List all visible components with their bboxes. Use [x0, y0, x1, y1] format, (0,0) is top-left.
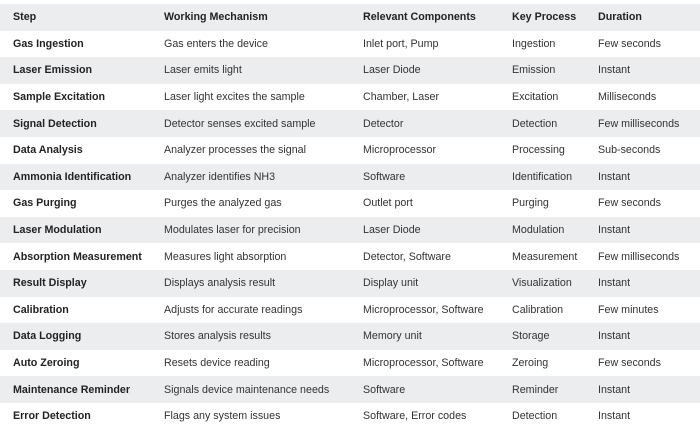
- table-row: [0, 376, 700, 403]
- step-cell: Gas Ingestion: [13, 37, 84, 50]
- table-cell: Few seconds: [598, 357, 661, 370]
- table-cell: Few minutes: [598, 303, 659, 316]
- table-cell: Instant: [598, 224, 631, 237]
- table-cell: Visualization: [512, 277, 572, 290]
- step-cell: Maintenance Reminder: [13, 383, 130, 396]
- table-cell: Software: [363, 170, 406, 183]
- table-cell: Detector senses excited sample: [164, 117, 316, 130]
- table-cell: Inlet port, Pump: [363, 37, 439, 50]
- table-cell: Ingestion: [512, 37, 556, 50]
- table-row: [0, 403, 700, 430]
- table-cell: Detection: [512, 117, 558, 130]
- table-cell: Laser Diode: [363, 64, 421, 77]
- table-cell: Stores analysis results: [164, 330, 271, 343]
- table-row: [0, 350, 700, 377]
- column-header: Key Process: [512, 11, 577, 24]
- table-cell: Zeroing: [512, 357, 549, 370]
- table-cell: Identification: [512, 170, 573, 183]
- table-cell: Microprocessor: [363, 144, 437, 157]
- table-cell: Signals device maintenance needs: [164, 383, 330, 396]
- table-cell: Few seconds: [598, 197, 661, 210]
- table-row: [0, 270, 700, 297]
- table-cell: Outlet port: [363, 197, 413, 210]
- table-cell: Excitation: [512, 91, 559, 104]
- table-row: [0, 217, 700, 244]
- table-cell: Laser emits light: [164, 64, 242, 77]
- table-cell: Flags any system issues: [164, 410, 281, 423]
- table-cell: Few milliseconds: [598, 250, 680, 263]
- step-cell: Sample Excitation: [13, 91, 106, 104]
- table-row: [0, 164, 700, 191]
- table-cell: Software, Error codes: [363, 410, 467, 423]
- step-cell: Gas Purging: [13, 197, 77, 210]
- table-cell: Few milliseconds: [598, 117, 680, 130]
- step-cell: Laser Emission: [13, 64, 93, 77]
- table-cell: Memory unit: [363, 330, 422, 343]
- table-cell: Software: [363, 383, 406, 396]
- table-cell: Laser light excites the sample: [164, 91, 305, 104]
- table-cell: Modulation: [512, 224, 565, 237]
- table-cell: Reminder: [512, 383, 559, 396]
- table-cell: Instant: [598, 170, 631, 183]
- step-cell: Ammonia Identification: [13, 170, 132, 183]
- table-cell: Sub-seconds: [598, 144, 661, 157]
- table-cell: Processing: [512, 144, 565, 157]
- table-row: [0, 137, 700, 164]
- step-cell: Result Display: [13, 277, 87, 290]
- table-cell: Laser Diode: [363, 224, 421, 237]
- step-cell: Signal Detection: [13, 117, 97, 130]
- table-row: [0, 84, 700, 111]
- table-cell: Instant: [598, 277, 631, 290]
- step-cell: Auto Zeroing: [13, 357, 80, 370]
- step-cell: Error Detection: [13, 410, 91, 423]
- table-cell: Adjusts for accurate readings: [164, 303, 303, 316]
- table-cell: Resets device reading: [164, 357, 270, 370]
- table-cell: Chamber, Laser: [363, 91, 440, 104]
- column-header: Working Mechanism: [164, 11, 268, 24]
- table-cell: Detection: [512, 410, 558, 423]
- table-cell: Detector, Software: [363, 250, 451, 263]
- table-cell: Purging: [512, 197, 549, 210]
- table-row: [0, 57, 700, 84]
- table-cell: Displays analysis result: [164, 277, 276, 290]
- step-cell: Calibration: [13, 303, 69, 316]
- table-cell: Storage: [512, 330, 550, 343]
- column-header: Duration: [598, 11, 642, 24]
- table-cell: Instant: [598, 64, 631, 77]
- table-cell: Few seconds: [598, 37, 661, 50]
- table-header-row: [0, 4, 700, 31]
- table-row: [0, 323, 700, 350]
- table-cell: Detector: [363, 117, 404, 130]
- table-cell: Modulates laser for precision: [164, 224, 301, 237]
- table-row: [0, 31, 700, 58]
- step-cell: Absorption Measurement: [13, 250, 142, 263]
- table-row: [0, 243, 700, 270]
- table-row: [0, 297, 700, 324]
- table-cell: Measurement: [512, 250, 578, 263]
- table-cell: Display unit: [363, 277, 419, 290]
- table-cell: Milliseconds: [598, 91, 657, 104]
- table-cell: Instant: [598, 383, 631, 396]
- table-row: [0, 110, 700, 137]
- step-cell: Laser Modulation: [13, 224, 102, 237]
- table-cell: Measures light absorption: [164, 250, 287, 263]
- table-cell: Purges the analyzed gas: [164, 197, 282, 210]
- table-cell: Gas enters the device: [164, 37, 268, 50]
- table-cell: Instant: [598, 330, 631, 343]
- table-cell: Microprocessor, Software: [363, 357, 484, 370]
- step-cell: Data Analysis: [13, 144, 83, 157]
- table-cell: Calibration: [512, 303, 564, 316]
- column-header: Relevant Components: [363, 11, 476, 24]
- column-header: Step: [13, 11, 37, 24]
- table-cell: Instant: [598, 410, 631, 423]
- table-cell: Analyzer identifies NH3: [164, 170, 276, 183]
- table-cell: Microprocessor, Software: [363, 303, 484, 316]
- table-cell: Emission: [512, 64, 556, 77]
- step-cell: Data Logging: [13, 330, 82, 343]
- table-cell: Analyzer processes the signal: [164, 144, 306, 157]
- table-row: [0, 190, 700, 217]
